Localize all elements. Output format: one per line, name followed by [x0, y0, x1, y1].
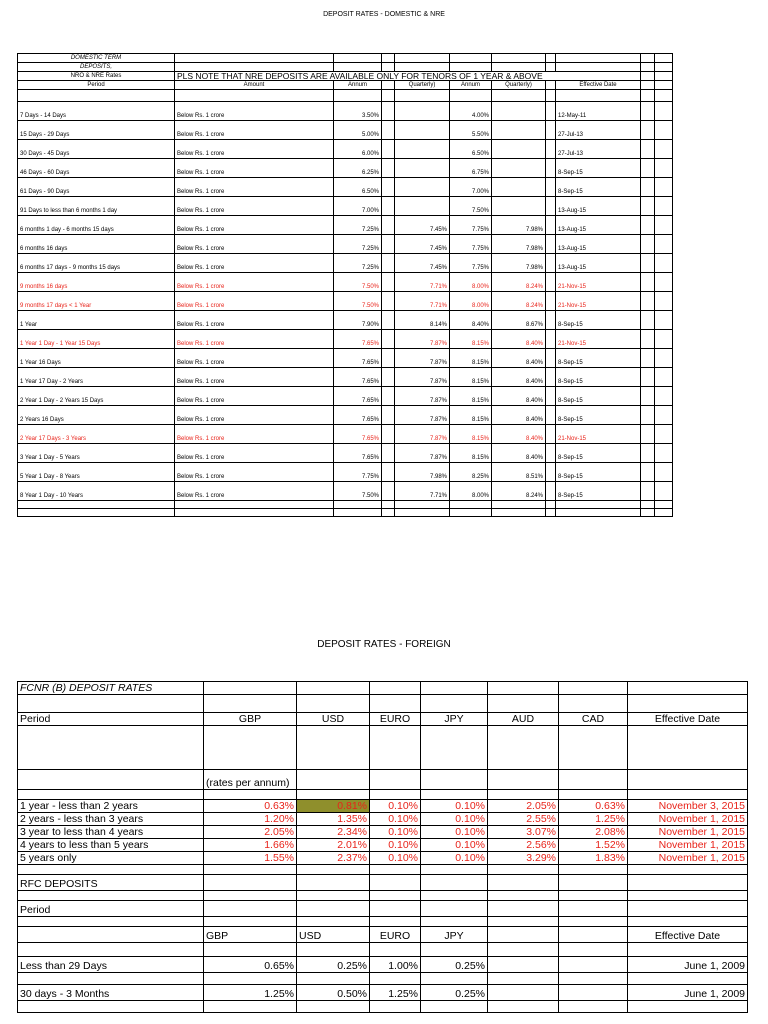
rfc-period: 30 days - 3 Months — [18, 985, 204, 1001]
fcnr-title-row — [18, 682, 748, 695]
cell-period: 8 Year 1 Day - 10 Years — [18, 482, 175, 501]
cell-period: 9 months 17 days < 1 Year — [18, 292, 175, 311]
fcnr-period: 4 years to less than 5 years — [18, 839, 204, 852]
cell-nre-rate-annum: 8.00% — [450, 482, 492, 501]
rfc-title: RFC DEPOSITS — [18, 875, 204, 891]
currency-gbp: GBP — [204, 713, 297, 726]
cell-rate-annum: 7.25% — [334, 216, 382, 235]
domestic-row — [18, 140, 673, 159]
cell-nre-rate-quarterly: 8.40% — [492, 406, 546, 425]
fcnr-spacer-row — [18, 695, 748, 713]
cell-rate-quarterly: 7.87% — [395, 387, 450, 406]
fcnr-rate-usd: 1.35% — [297, 813, 370, 826]
cell-rate-annum: 7.50% — [334, 292, 382, 311]
cell-amount: Below Rs. 1 crore — [175, 425, 334, 444]
cell-effective-date: 27-Jul-13 — [556, 140, 641, 159]
cell-rate-quarterly: 7.87% — [395, 425, 450, 444]
cell-period: 91 Days to less than 6 months 1 day — [18, 197, 175, 216]
rfc-rate-usd: 0.50% — [297, 985, 370, 1001]
rfc-currency-jpy: JPY — [421, 927, 488, 943]
cell-nre-rate-quarterly: 8.24% — [492, 273, 546, 292]
rfc-row — [18, 957, 748, 973]
fcnr-effective-date: November 1, 2015 — [628, 826, 748, 839]
cell-nre-rate-annum: 7.00% — [450, 178, 492, 197]
cell-nre-rate-annum: 4.00% — [450, 102, 492, 121]
cell-nre-rate-quarterly: 7.98% — [492, 216, 546, 235]
currency-aud: AUD — [488, 713, 559, 726]
cell-nre-rate-annum: 8.15% — [450, 387, 492, 406]
fcnr-effective-date: November 3, 2015 — [628, 800, 748, 813]
rfc-rate-usd: 0.25% — [297, 957, 370, 973]
fcnr-rate-cad: 2.08% — [559, 826, 628, 839]
fcnr-period: 2 years - less than 3 years — [18, 813, 204, 826]
foreign-title: DEPOSIT RATES - FOREIGN — [317, 639, 451, 650]
cell-nre-rate-annum: 8.25% — [450, 463, 492, 482]
fcnr-row — [18, 852, 748, 865]
cell-nre-rate-quarterly — [492, 197, 546, 216]
domestic-row — [18, 216, 673, 235]
cell-rate-annum: 6.00% — [334, 140, 382, 159]
domestic-rates-table — [17, 53, 673, 517]
fcnr-rate-jpy: 0.10% — [421, 826, 488, 839]
header-line1: DOMESTIC TERM — [18, 54, 175, 63]
cell-amount: Below Rs. 1 crore — [175, 159, 334, 178]
cell-amount: Below Rs. 1 crore — [175, 254, 334, 273]
header-annum-1: Annum — [334, 81, 382, 90]
cell-rate-annum: 6.50% — [334, 178, 382, 197]
fcnr-title: FCNR (B) DEPOSIT RATES — [18, 682, 204, 695]
domestic-row — [18, 273, 673, 292]
fcnr-effective-date: November 1, 2015 — [628, 813, 748, 826]
cell-rate-annum: 7.25% — [334, 235, 382, 254]
header-line2: DEPOSITS, — [18, 63, 175, 72]
fcnr-rate-usd: 0.81% — [297, 800, 370, 813]
fcnr-rate-euro: 0.10% — [370, 800, 421, 813]
cell-nre-rate-quarterly: 8.40% — [492, 425, 546, 444]
currency-usd: USD — [297, 713, 370, 726]
fcnr-effective-date: November 1, 2015 — [628, 839, 748, 852]
header-effective-date: Effective Date — [556, 81, 641, 90]
cell-rate-quarterly — [395, 121, 450, 140]
cell-nre-rate-annum: 5.50% — [450, 121, 492, 140]
cell-effective-date: 8-Sep-15 — [556, 311, 641, 330]
fcnr-rate-aud: 2.05% — [488, 800, 559, 813]
cell-rate-annum: 7.65% — [334, 330, 382, 349]
header-row-3 — [18, 72, 673, 81]
cell-rate-annum: 7.65% — [334, 368, 382, 387]
fcnr-effective-date-label: Effective Date — [628, 713, 748, 726]
cell-period: 3 Year 1 Day - 5 Years — [18, 444, 175, 463]
cell-rate-quarterly — [395, 159, 450, 178]
domestic-table-body — [18, 54, 673, 517]
nre-note: PLS NOTE THAT NRE DEPOSITS ARE AVAILABLE ONLY FOR TENORS OF 1 YEAR & ABOVE — [175, 72, 641, 81]
cell-effective-date: 8-Sep-15 — [556, 178, 641, 197]
domestic-row — [18, 197, 673, 216]
cell-rate-quarterly: 7.98% — [395, 463, 450, 482]
cell-nre-rate-annum: 8.15% — [450, 425, 492, 444]
cell-amount: Below Rs. 1 crore — [175, 330, 334, 349]
cell-amount: Below Rs. 1 crore — [175, 178, 334, 197]
cell-nre-rate-annum: 8.40% — [450, 311, 492, 330]
header-period: Period — [18, 81, 175, 90]
fcnr-period-label: Period — [18, 713, 204, 726]
fcnr-period: 5 years only — [18, 852, 204, 865]
fcnr-rate-gbp: 0.63% — [204, 800, 297, 813]
fcnr-rate-jpy: 0.10% — [421, 839, 488, 852]
fcnr-rate-aud: 2.56% — [488, 839, 559, 852]
rfc-rate-jpy: 0.25% — [421, 985, 488, 1001]
cell-period: 6 months 16 days — [18, 235, 175, 254]
cell-rate-annum: 6.25% — [334, 159, 382, 178]
domestic-row — [18, 482, 673, 501]
cell-rate-annum: 7.65% — [334, 444, 382, 463]
header-quarterly-2: Quarterly) — [492, 81, 546, 90]
cell-effective-date: 8-Sep-15 — [556, 349, 641, 368]
fcnr-rate-usd: 2.37% — [297, 852, 370, 865]
cell-rate-quarterly: 8.14% — [395, 311, 450, 330]
header-annum-2: Annum — [450, 81, 492, 90]
cell-period: 5 Year 1 Day - 8 Years — [18, 463, 175, 482]
rfc-header-row — [18, 927, 748, 943]
rfc-effective-date: June 1, 2009 — [628, 985, 748, 1001]
fcnr-rate-gbp: 1.66% — [204, 839, 297, 852]
cell-rate-quarterly — [395, 178, 450, 197]
cell-period: 1 Year 17 Day - 2 Years — [18, 368, 175, 387]
cell-effective-date: 21-Nov-15 — [556, 273, 641, 292]
cell-effective-date: 13-Aug-15 — [556, 197, 641, 216]
cell-nre-rate-annum: 7.50% — [450, 197, 492, 216]
cell-nre-rate-annum: 6.75% — [450, 159, 492, 178]
rfc-effective-date-label: Effective Date — [628, 927, 748, 943]
cell-amount: Below Rs. 1 crore — [175, 140, 334, 159]
rfc-currency-usd: USD — [297, 927, 370, 943]
domestic-row — [18, 387, 673, 406]
cell-nre-rate-quarterly: 8.24% — [492, 292, 546, 311]
cell-period: 9 months 16 days — [18, 273, 175, 292]
domestic-row — [18, 463, 673, 482]
cell-nre-rate-quarterly: 7.98% — [492, 235, 546, 254]
cell-effective-date: 13-Aug-15 — [556, 235, 641, 254]
rfc-period-label: Period — [18, 901, 204, 917]
cell-rate-quarterly: 7.45% — [395, 235, 450, 254]
cell-amount: Below Rs. 1 crore — [175, 197, 334, 216]
fcnr-rate-aud: 3.29% — [488, 852, 559, 865]
foreign-table-body — [18, 682, 748, 1013]
cell-rate-quarterly: 7.71% — [395, 292, 450, 311]
cell-nre-rate-annum: 7.75% — [450, 254, 492, 273]
cell-nre-rate-quarterly: 8.24% — [492, 482, 546, 501]
cell-nre-rate-quarterly — [492, 178, 546, 197]
cell-period: 30 Days - 45 Days — [18, 140, 175, 159]
foreign-rates-table — [17, 681, 748, 1013]
fcnr-rate-euro: 0.10% — [370, 826, 421, 839]
cell-rate-annum: 7.50% — [334, 273, 382, 292]
header-row-4 — [18, 81, 673, 90]
fcnr-rate-aud: 2.55% — [488, 813, 559, 826]
cell-nre-rate-annum: 8.15% — [450, 349, 492, 368]
cell-rate-annum: 7.00% — [334, 197, 382, 216]
cell-period: 2 Year 1 Day - 2 Years 15 Days — [18, 387, 175, 406]
cell-rate-quarterly: 7.45% — [395, 254, 450, 273]
cell-period: 6 months 17 days - 9 months 15 days — [18, 254, 175, 273]
cell-effective-date: 8-Sep-15 — [556, 444, 641, 463]
domestic-row — [18, 311, 673, 330]
cell-effective-date: 8-Sep-15 — [556, 159, 641, 178]
cell-period: 7 Days - 14 Days — [18, 102, 175, 121]
currency-cad: CAD — [559, 713, 628, 726]
cell-period: 2 Years 16 Days — [18, 406, 175, 425]
cell-nre-rate-quarterly: 8.40% — [492, 387, 546, 406]
cell-effective-date: 21-Nov-15 — [556, 292, 641, 311]
fcnr-rate-usd: 2.34% — [297, 826, 370, 839]
cell-amount: Below Rs. 1 crore — [175, 273, 334, 292]
cell-amount: Below Rs. 1 crore — [175, 102, 334, 121]
cell-nre-rate-quarterly — [492, 140, 546, 159]
cell-nre-rate-annum: 7.75% — [450, 235, 492, 254]
cell-nre-rate-annum: 8.15% — [450, 406, 492, 425]
cell-amount: Below Rs. 1 crore — [175, 292, 334, 311]
domestic-row — [18, 178, 673, 197]
fcnr-gap-row — [18, 790, 748, 800]
cell-amount: Below Rs. 1 crore — [175, 349, 334, 368]
cell-period: 6 months 1 day - 6 months 15 days — [18, 216, 175, 235]
fcnr-rate-cad: 1.25% — [559, 813, 628, 826]
rfc-title-row — [18, 875, 748, 891]
cell-nre-rate-quarterly: 8.40% — [492, 368, 546, 387]
cell-amount: Below Rs. 1 crore — [175, 368, 334, 387]
cell-rate-quarterly: 7.87% — [395, 406, 450, 425]
fcnr-rate-cad: 1.83% — [559, 852, 628, 865]
rfc-rate-euro: 1.25% — [370, 985, 421, 1001]
fcnr-rate-cad: 1.52% — [559, 839, 628, 852]
header-amount: Amount — [175, 81, 334, 90]
rfc-effective-date: June 1, 2009 — [628, 957, 748, 973]
cell-period: 61 Days - 90 Days — [18, 178, 175, 197]
fcnr-rate-euro: 0.10% — [370, 839, 421, 852]
cell-rate-annum: 3.50% — [334, 102, 382, 121]
cell-amount: Below Rs. 1 crore — [175, 121, 334, 140]
cell-rate-annum: 7.75% — [334, 463, 382, 482]
cell-rate-quarterly: 7.87% — [395, 330, 450, 349]
domestic-row — [18, 159, 673, 178]
cell-effective-date: 8-Sep-15 — [556, 368, 641, 387]
cell-period: 2 Year 17 Days - 3 Years — [18, 425, 175, 444]
domestic-row — [18, 254, 673, 273]
fcnr-row — [18, 800, 748, 813]
cell-period: 1 Year 16 Days — [18, 349, 175, 368]
cell-effective-date: 8-Sep-15 — [556, 387, 641, 406]
rfc-currency-gbp: GBP — [204, 927, 297, 943]
rfc-rate-jpy: 0.25% — [421, 957, 488, 973]
cell-rate-quarterly — [395, 102, 450, 121]
rates-note: (rates per annum) — [204, 770, 297, 790]
domestic-row — [18, 102, 673, 121]
cell-rate-quarterly: 7.45% — [395, 216, 450, 235]
fcnr-rate-aud: 3.07% — [488, 826, 559, 839]
cell-effective-date: 21-Nov-15 — [556, 425, 641, 444]
fcnr-rate-jpy: 0.10% — [421, 813, 488, 826]
cell-nre-rate-annum: 8.15% — [450, 368, 492, 387]
fcnr-rate-usd: 2.01% — [297, 839, 370, 852]
domestic-row — [18, 444, 673, 463]
domestic-row — [18, 330, 673, 349]
cell-nre-rate-annum: 8.00% — [450, 273, 492, 292]
cell-rate-annum: 7.65% — [334, 349, 382, 368]
cell-period: 46 Days - 60 Days — [18, 159, 175, 178]
cell-period: 1 Year 1 Day - 1 Year 15 Days — [18, 330, 175, 349]
cell-rate-quarterly: 7.87% — [395, 349, 450, 368]
domestic-title: DEPOSIT RATES - DOMESTIC & NRE — [323, 11, 445, 18]
fcnr-period: 3 year to less than 4 years — [18, 826, 204, 839]
cell-rate-quarterly: 7.71% — [395, 482, 450, 501]
fcnr-rate-gbp: 1.20% — [204, 813, 297, 826]
cell-rate-quarterly: 7.87% — [395, 368, 450, 387]
domestic-row — [18, 425, 673, 444]
cell-nre-rate-quarterly: 8.40% — [492, 349, 546, 368]
cell-amount: Below Rs. 1 crore — [175, 444, 334, 463]
cell-nre-rate-annum: 8.15% — [450, 444, 492, 463]
fcnr-row — [18, 813, 748, 826]
header-row-1 — [18, 54, 673, 63]
currency-euro: EURO — [370, 713, 421, 726]
cell-nre-rate-annum: 8.00% — [450, 292, 492, 311]
cell-effective-date: 8-Sep-15 — [556, 406, 641, 425]
cell-rate-quarterly: 7.71% — [395, 273, 450, 292]
cell-rate-quarterly: 7.87% — [395, 444, 450, 463]
cell-period: 1 Year — [18, 311, 175, 330]
cell-rate-annum: 7.65% — [334, 425, 382, 444]
rfc-currency-euro: EURO — [370, 927, 421, 943]
rfc-row — [18, 985, 748, 1001]
cell-amount: Below Rs. 1 crore — [175, 406, 334, 425]
domestic-row — [18, 349, 673, 368]
rfc-rate-gbp: 1.25% — [204, 985, 297, 1001]
fcnr-header-row — [18, 713, 748, 726]
cell-effective-date: 8-Sep-15 — [556, 463, 641, 482]
currency-jpy: JPY — [421, 713, 488, 726]
cell-period: 15 Days - 29 Days — [18, 121, 175, 140]
fcnr-rate-jpy: 0.10% — [421, 800, 488, 813]
cell-rate-quarterly — [395, 197, 450, 216]
cell-rate-annum: 7.25% — [334, 254, 382, 273]
cell-rate-quarterly — [395, 140, 450, 159]
header-line3: NRO & NRE Rates — [18, 72, 175, 81]
cell-amount: Below Rs. 1 crore — [175, 216, 334, 235]
cell-nre-rate-quarterly: 8.51% — [492, 463, 546, 482]
rfc-rate-gbp: 0.65% — [204, 957, 297, 973]
rfc-rate-euro: 1.00% — [370, 957, 421, 973]
cell-rate-annum: 7.90% — [334, 311, 382, 330]
fcnr-row — [18, 826, 748, 839]
fcnr-blank-row — [18, 726, 748, 770]
cell-effective-date: 12-May-11 — [556, 102, 641, 121]
fcnr-rate-euro: 0.10% — [370, 852, 421, 865]
cell-nre-rate-quarterly — [492, 102, 546, 121]
domestic-row — [18, 368, 673, 387]
fcnr-effective-date: November 1, 2015 — [628, 852, 748, 865]
cell-nre-rate-annum: 8.15% — [450, 330, 492, 349]
fcnr-period: 1 year - less than 2 years — [18, 800, 204, 813]
cell-effective-date: 13-Aug-15 — [556, 254, 641, 273]
cell-effective-date: 21-Nov-15 — [556, 330, 641, 349]
cell-effective-date: 13-Aug-15 — [556, 216, 641, 235]
cell-nre-rate-quarterly: 7.98% — [492, 254, 546, 273]
cell-effective-date: 8-Sep-15 — [556, 482, 641, 501]
cell-nre-rate-quarterly — [492, 121, 546, 140]
domestic-row — [18, 406, 673, 425]
cell-nre-rate-annum: 7.75% — [450, 216, 492, 235]
rfc-period-row — [18, 901, 748, 917]
cell-nre-rate-quarterly: 8.67% — [492, 311, 546, 330]
cell-amount: Below Rs. 1 crore — [175, 235, 334, 254]
fcnr-rate-cad: 0.63% — [559, 800, 628, 813]
cell-nre-rate-quarterly — [492, 159, 546, 178]
domestic-row — [18, 235, 673, 254]
header-quarterly-1: Quarterly) — [395, 81, 450, 90]
fcnr-rate-euro: 0.10% — [370, 813, 421, 826]
cell-amount: Below Rs. 1 crore — [175, 311, 334, 330]
fcnr-row — [18, 839, 748, 852]
cell-nre-rate-quarterly: 8.40% — [492, 330, 546, 349]
fcnr-rate-gbp: 2.05% — [204, 826, 297, 839]
cell-rate-annum: 7.65% — [334, 406, 382, 425]
cell-amount: Below Rs. 1 crore — [175, 387, 334, 406]
cell-amount: Below Rs. 1 crore — [175, 463, 334, 482]
cell-amount: Below Rs. 1 crore — [175, 482, 334, 501]
cell-nre-rate-quarterly: 8.40% — [492, 444, 546, 463]
fcnr-rate-gbp: 1.55% — [204, 852, 297, 865]
domestic-row — [18, 121, 673, 140]
fcnr-rate-jpy: 0.10% — [421, 852, 488, 865]
cell-rate-annum: 7.65% — [334, 387, 382, 406]
fcnr-note-row — [18, 770, 748, 790]
cell-rate-annum: 5.00% — [334, 121, 382, 140]
cell-nre-rate-annum: 6.50% — [450, 140, 492, 159]
rfc-period: Less than 29 Days — [18, 957, 204, 973]
domestic-row — [18, 292, 673, 311]
cell-rate-annum: 7.50% — [334, 482, 382, 501]
cell-effective-date: 27-Jul-13 — [556, 121, 641, 140]
